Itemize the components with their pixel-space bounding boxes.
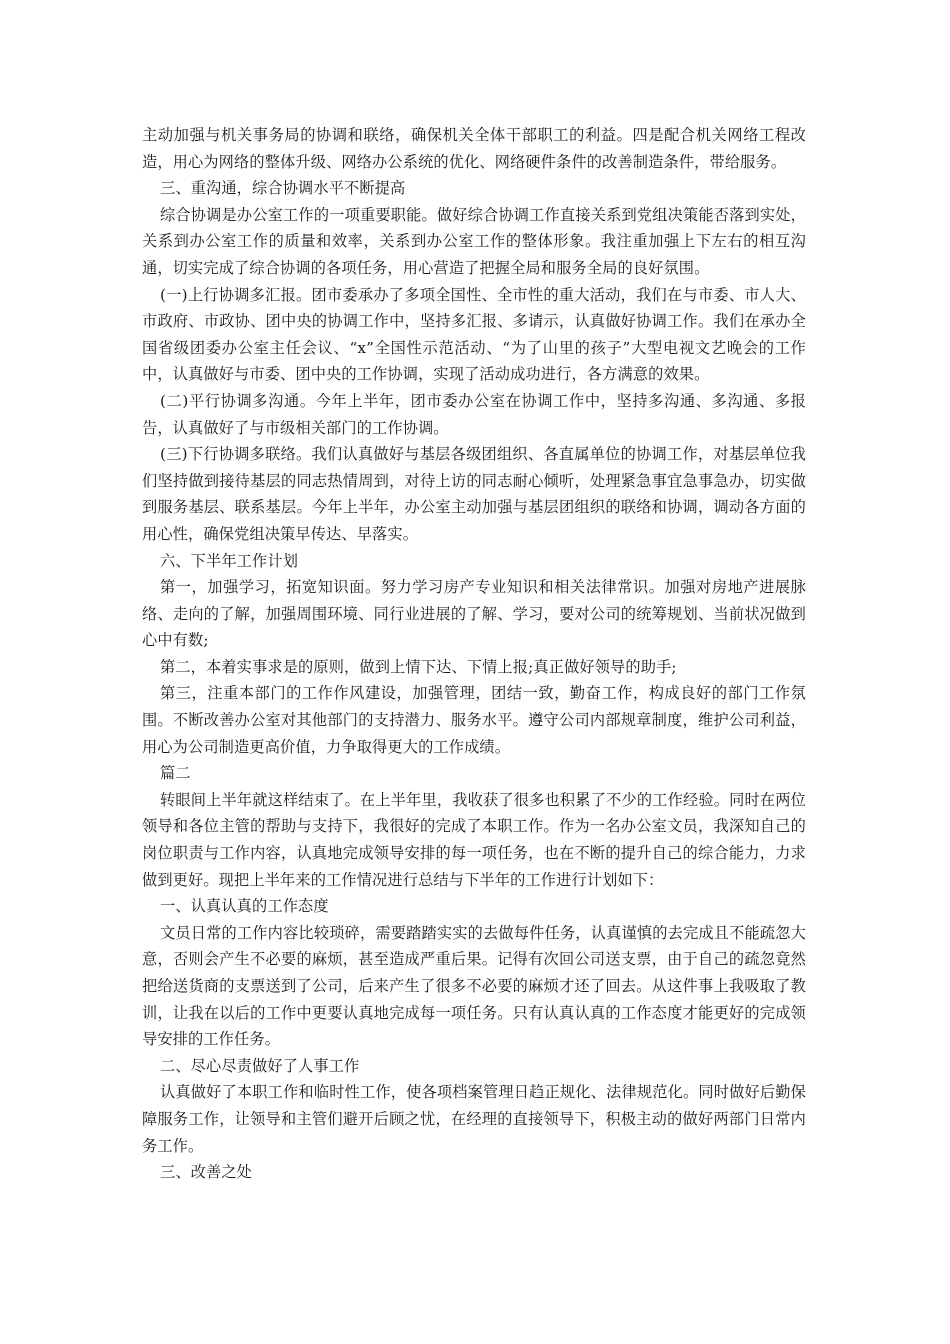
paragraph: 主动加强与机关事务局的协调和联络，确保机关全体干部职工的利益。四是配合机关网络工程改造，用心为网络的整体升级、网络办公系统的优化、网络硬件条件的改善制造条件，带给服务。	[142, 126, 806, 171]
section-heading: 三、改善之处	[160, 1163, 253, 1182]
paragraph: 综合协调是办公室工作的一项重要职能。做好综合协调工作直接关系到党组决策能否落到实处，关系到办公室工作的质量和效率，关系到办公室工作的整体形象。我注重加强上下左右的相互沟通，切实完成了综合协调的各项任务，用心营造了把握全局和服务全局的良好氛围。	[142, 205, 806, 277]
paragraph: 第一，加强学习，拓宽知识面。努力学习房产专业知识和相关法律常识。加强对房地产进展脉络、走向的了解，加强周围环境、同行业进展的了解、学习，要对公司的统筹规划、当前状况做到心中有数;	[142, 578, 806, 650]
section-heading: 一、认真认真的工作态度	[160, 897, 329, 916]
section-heading: 三、重沟通，综合协调水平不断提高	[160, 179, 406, 198]
document-page	[142, 122, 806, 1186]
paragraph: (三)下行协调多联络。我们认真做好与基层各级团组织、各直属单位的协调工作，对基层单位我们坚持做到接待基层的同志热情周到，对待上访的同志耐心倾听，处理紧急事宜急事急办，切实做到服务基层、联系基层。今年上半年，办公室主动加强与基层团组织的联络和协调，调动各方面的用心性，确保党组决策早传达、早落实。	[142, 445, 806, 543]
paragraph: 认真做好了本职工作和临时性工作，使各项档案管理日趋正规化、法律规范化。同时做好后勤保障服务工作，让领导和主管们避开后顾之忧，在经理的直接领导下，积极主动的做好两部门日常内务工作。	[142, 1083, 806, 1155]
paragraph: 文员日常的工作内容比较琐碎，需要踏踏实实的去做每件任务，认真谨慎的去完成且不能疏忽大意，否则会产生不必要的麻烦，甚至造成严重后果。记得有次回公司送支票，由于自己的疏忽竟然把给送货商的支票送到了公司，后来产生了很多不必要的麻烦才还了回去。从这件事上我吸取了教训，让我在以后的工作中更要认真地完成每一项任务。只有认真认真的工作态度才能更好的完成领导安排的工作任务。	[142, 923, 806, 1049]
paragraph: (一)上行协调多汇报。团市委承办了多项全国性、全市性的重大活动，我们在与市委、市人大、市政府、市政协、团中央的协调工作中，坚持多汇报、多请示，认真做好协调工作。我们在承办全国省级团委办公室主任会议、“x”全国性示范活动、“为了山里的孩子”大型电视文艺晚会的工作中，认真做好与市委、团中央的工作协调，实现了活动成功进行，各方满意的效果。	[142, 285, 806, 384]
paragraph: (二)平行协调多沟通。今年上半年，团市委办公室在协调工作中，坚持多沟通、多沟通、多报告，认真做好了与市级相关部门的工作协调。	[142, 391, 806, 437]
paragraph: 第三，注重本部门的工作作风建设，加强管理，团结一致，勤奋工作，构成良好的部门工作氛围。不断改善办公室对其他部门的支持潜力、服务水平。遵守公司内部规章制度，维护公司利益，用心为公司制造更高价值，力争取得更大的工作成绩。	[142, 684, 806, 756]
paragraph: 转眼间上半年就这样结束了。在上半年里，我收获了很多也积累了不少的工作经验。同时在两位领导和各位主管的帮助与支持下，我很好的完成了本职工作。作为一名办公室文员，我深知自己的岗位职责与工作内容，认真地完成领导安排的每一项任务，也在不断的提升自己的综合能力，力求做到更好。现把上半年来的工作情况进行总结与下半年的工作进行计划如下：	[142, 790, 806, 889]
section-heading: 二、尽心尽责做好了人事工作	[160, 1056, 360, 1075]
section-heading: 篇二	[160, 764, 191, 783]
section-heading: 六、下半年工作计划	[160, 551, 299, 570]
paragraph: 第二，本着实事求是的原则，做到上情下达、下情上报;真正做好领导的助手;	[160, 657, 677, 676]
